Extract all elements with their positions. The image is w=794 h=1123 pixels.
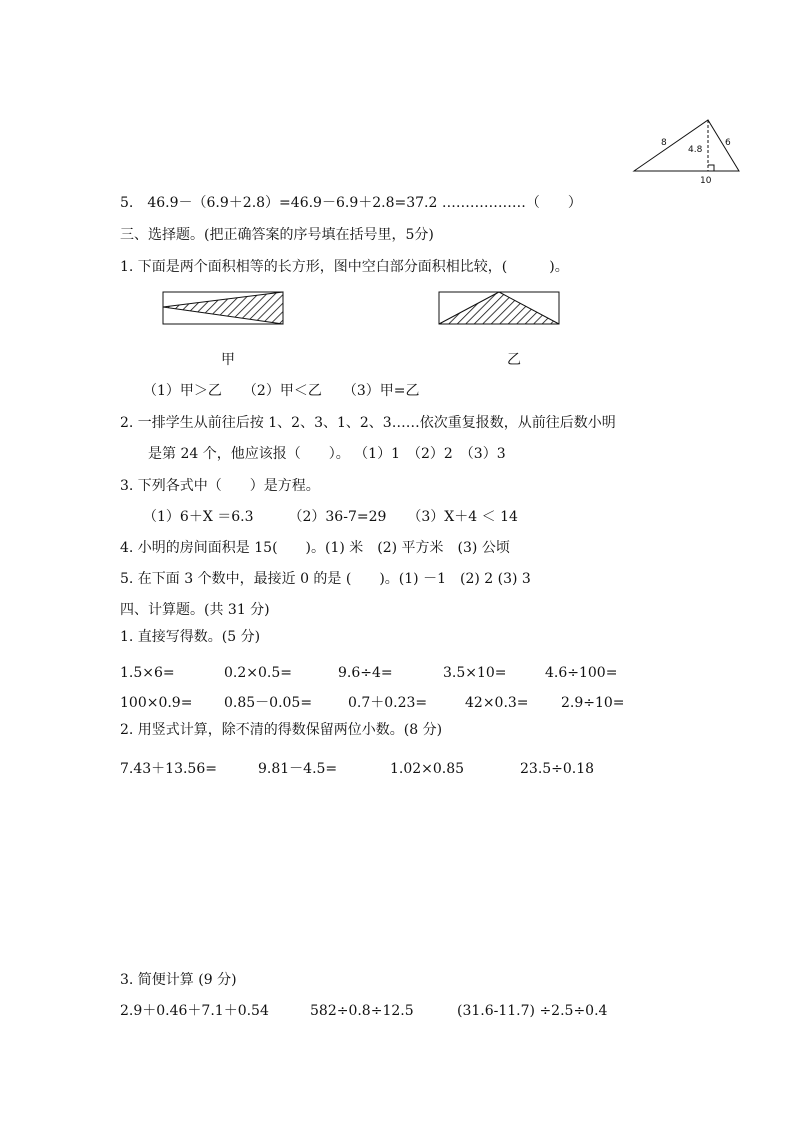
calc-1-heading: 1. 直接写得数。(5 分) xyxy=(120,629,261,645)
choice-q5: 5. 在下面 3 个数中，最接近 0 的是 ( )。(1) －1 (2) 2 (3) 3 xyxy=(120,571,531,587)
section-3-heading: 三、选择题。(把正确答案的序号填在括号里，5分) xyxy=(120,227,434,243)
calc-3-item: 2.9＋0.46＋7.1＋0.54 xyxy=(120,1003,269,1019)
triangle-shape xyxy=(634,120,739,171)
choice-q2-line2: 是第 24 个，他应该报（ ）。 （1）1 （2）2 （3）3 xyxy=(148,446,506,462)
calc-1-row1-item: 9.6÷4= xyxy=(338,665,393,681)
rectangle-b-label: 乙 xyxy=(507,352,521,368)
calc-1-row2-item: 42×0.3= xyxy=(465,695,529,711)
calc-1-row2-item: 0.7＋0.23= xyxy=(348,695,428,711)
choice-q1: 1. 下面是两个面积相等的长方形，图中空白部分面积相比较，( )。 xyxy=(120,259,569,275)
calc-1-row2-item: 100×0.9= xyxy=(120,695,193,711)
rectangle-a xyxy=(163,292,283,324)
choice-q1-options: （1）甲＞乙 （2）甲＜乙 （3）甲=乙 xyxy=(143,383,420,399)
triangle-figure xyxy=(0,0,794,200)
calc-3-item: (31.6-11.7) ÷2.5÷0.4 xyxy=(457,1003,608,1019)
triangle-label-10: 10 xyxy=(700,176,712,186)
calc-2-item: 7.43＋13.56= xyxy=(120,761,217,777)
calc-2-item: 1.02×0.85 xyxy=(390,761,465,777)
calc-1-row1-item: 4.6÷100= xyxy=(545,665,618,681)
calc-2-heading: 2. 用竖式计算，除不清的得数保留两位小数。(8 分) xyxy=(120,722,443,738)
calc-3-item: 582÷0.8÷12.5 xyxy=(310,1003,414,1019)
choice-q3-options: （1）6＋X ＝6.3 （2）36-7=29 （3）X＋4 ＜ 14 xyxy=(143,509,518,525)
calc-2-item: 23.5÷0.18 xyxy=(520,761,595,777)
right-angle-mark xyxy=(708,165,714,171)
choice-q2-line1: 2. 一排学生从前往后按 1、2、3、1、2、3……依次重复报数，从前往后数小明 xyxy=(120,415,616,431)
rectangle-a-shaded-triangle xyxy=(163,292,283,324)
calc-1-row1-item: 0.2×0.5= xyxy=(224,665,292,681)
rectangle-figures xyxy=(0,280,794,360)
calc-3-heading: 3. 简便计算 (9 分) xyxy=(120,972,237,988)
calc-1-row1-item: 1.5×6= xyxy=(120,665,175,681)
calc-2-item: 9.81－4.5= xyxy=(258,761,338,777)
judgement-item-5: 5. 46.9－（6.9＋2.8）=46.9－6.9＋2.8=37.2 ………………（ ） xyxy=(120,195,582,211)
triangle-label-6: 6 xyxy=(725,138,731,148)
calc-1-row2-item: 0.85－0.05= xyxy=(224,695,313,711)
calc-1-row1-item: 3.5×10= xyxy=(443,665,507,681)
choice-q4: 4. 小明的房间面积是 15( )。(1) 米 (2) 平方米 (3) 公顷 xyxy=(120,540,510,556)
triangle-label-4-8: 4.8 xyxy=(688,145,703,155)
rectangle-b-shaded-triangle xyxy=(439,292,559,324)
rectangle-a-label: 甲 xyxy=(221,352,235,368)
calc-1-row2-item: 2.9÷10= xyxy=(561,695,625,711)
triangle-label-8: 8 xyxy=(661,138,667,148)
choice-q3: 3. 下列各式中（ ）是方程。 xyxy=(120,478,320,494)
rectangle-b xyxy=(439,292,559,324)
section-4-heading: 四、计算题。(共 31 分) xyxy=(120,602,270,618)
